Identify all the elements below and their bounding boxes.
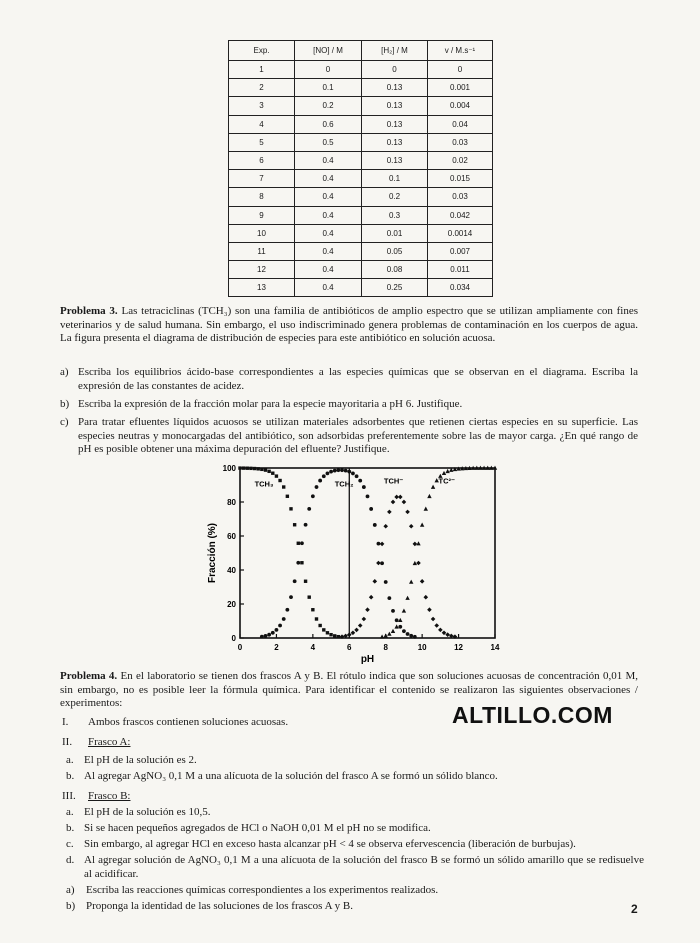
table-row [229, 279, 493, 297]
data-point [329, 470, 333, 474]
page-number: 2 [631, 902, 638, 916]
data-point [387, 596, 391, 600]
list-label: a) [66, 884, 75, 896]
data-point [383, 524, 388, 529]
data-point [384, 580, 388, 584]
list-label: b. [66, 822, 75, 834]
data-point [300, 541, 304, 545]
data-point [369, 507, 373, 511]
table-header-cell: [NO] / M [295, 41, 362, 61]
x-tick-label: 4 [310, 643, 316, 652]
data-point [344, 469, 348, 473]
table-cell: 0.05 [362, 242, 428, 260]
data-point [311, 608, 314, 611]
table-cell: 0.1 [362, 170, 428, 188]
data-point [297, 542, 300, 545]
data-point [369, 595, 374, 600]
data-point [391, 629, 395, 633]
table-row [229, 79, 493, 97]
table-cell: 0.6 [295, 115, 362, 133]
data-point [326, 631, 329, 634]
species-tch3-series [238, 466, 340, 638]
y-tick-label: 20 [227, 600, 236, 609]
data-point [409, 524, 414, 529]
data-point [351, 630, 356, 635]
list-label: c. [66, 838, 74, 850]
data-point [402, 608, 406, 612]
table-row [229, 151, 493, 169]
data-point [315, 617, 318, 620]
data-point [438, 628, 443, 633]
data-point [398, 625, 402, 629]
table-cell: 0.4 [295, 261, 362, 279]
problem4-item: El pH de la solución es 2. [84, 754, 197, 766]
y-tick-label: 60 [227, 532, 236, 541]
data-point [362, 485, 366, 489]
table-cell: 0.03 [428, 133, 493, 151]
x-axis-label: pH [360, 654, 375, 665]
list-label: a. [66, 754, 74, 766]
data-point [442, 471, 446, 475]
problem4-item: Proponga la identidad de las soluciones de los frascos A y B. [86, 900, 354, 912]
list-label: b. [66, 770, 75, 782]
table-cell: 0 [362, 61, 428, 79]
data-point [431, 617, 436, 622]
problem4-item: Al agregar solución de AgNO₃ 0,1 M a una alícuota de la solución del frasco B se formó un sólido amarillo que se redisuelve al acidificar. [84, 854, 644, 880]
data-point [289, 507, 292, 510]
series-label: TC²⁻ [438, 476, 456, 486]
data-point [307, 507, 311, 511]
table-cell: 0.3 [362, 206, 428, 224]
y-axis-label: Fracción (%) [207, 522, 218, 584]
data-point [322, 474, 326, 478]
series-label: TCH⁻ [383, 476, 404, 486]
table-cell: 11 [229, 242, 295, 260]
table-header-row [229, 41, 493, 61]
table-cell: 0.015 [428, 170, 493, 188]
table-cell: 0.13 [362, 79, 428, 97]
table-cell: 0.4 [295, 151, 362, 169]
data-point [365, 607, 370, 612]
data-point [409, 580, 413, 584]
altillo-watermark: ALTILLO.COM [452, 702, 613, 728]
table-row [229, 242, 493, 260]
data-point [311, 494, 315, 498]
problem4-title: Problema 4. [60, 670, 118, 682]
problem4-item: El pH de la solución es 10,5. [84, 806, 211, 818]
data-point [300, 561, 303, 564]
table-cell: 0.13 [362, 151, 428, 169]
table-header-cell: v / M.s⁻¹ [428, 41, 493, 61]
data-point [402, 629, 406, 633]
table-cell: 13 [229, 279, 295, 297]
species-tch--series [340, 495, 458, 639]
data-point [358, 479, 362, 483]
data-point [351, 472, 355, 476]
data-point [358, 623, 363, 628]
data-point [394, 624, 398, 628]
table-cell: 0.1 [295, 79, 362, 97]
list-label: d. [66, 854, 75, 866]
table-cell: 12 [229, 261, 295, 279]
table-row [229, 224, 493, 242]
table-cell: 0.0014 [428, 224, 493, 242]
data-point [267, 633, 271, 637]
table-row [229, 261, 493, 279]
y-tick-label: 0 [231, 634, 236, 643]
table-cell: 8 [229, 188, 295, 206]
table-cell: 0.25 [362, 279, 428, 297]
data-point [296, 561, 300, 565]
series-label: TCH₃ [254, 479, 274, 489]
table-header-cell: Exp. [229, 41, 295, 61]
data-point [387, 632, 391, 636]
problem3-title: Problema 3. [60, 305, 118, 317]
problem4-item: Sin embargo, al agregar HCl en exceso hasta alcanzar pH < 4 se observa efervescencia (liberación de burbujas). [84, 838, 576, 850]
data-point [285, 608, 289, 612]
chart-plot-frame [240, 468, 495, 638]
data-point [318, 624, 321, 627]
data-point [340, 468, 344, 472]
data-point [278, 479, 281, 482]
problem4-item: Escriba las reacciones químicas correspondientes a los experimentos realizados. [86, 884, 439, 896]
data-point [362, 617, 367, 622]
x-tick-label: 2 [274, 643, 279, 652]
table-cell: 9 [229, 206, 295, 224]
data-point [275, 628, 279, 632]
data-point [329, 633, 332, 636]
problem3-intro-text: Las tetraciclinas (TCH₃) son una familia de antibióticos de amplio espectro que se utilizan ampliamente con fines veterinarios y de salud humana. Sin embargo, el uso indiscriminado genera problemas de contaminación en los cuerpos de agua. La figura presenta el diagrama de distribución de especies para este antibiótico en solución acuosa. [60, 305, 639, 344]
data-point [308, 595, 311, 598]
data-point [293, 523, 296, 526]
problem4-item: Si se hacen pequeños agregados de HCl o NaOH 0,01 M el pH no se modifica. [84, 822, 431, 834]
y-tick-label: 80 [227, 498, 236, 507]
data-point [420, 523, 424, 527]
species-distribution-chart [200, 460, 510, 670]
table-cell: 0.4 [295, 224, 362, 242]
table-cell: 0.007 [428, 242, 493, 260]
problem4-heading-frasco-a: Frasco A: [88, 736, 131, 748]
data-point [413, 542, 418, 547]
data-point [376, 561, 381, 566]
data-point [318, 479, 322, 483]
data-point [275, 474, 278, 477]
table-cell: 0.4 [295, 188, 362, 206]
table-cell: 0.03 [428, 188, 493, 206]
problem4-item: Ambos frascos contienen soluciones acuosas. [88, 716, 289, 728]
data-point [333, 469, 337, 473]
table-cell: 0.011 [428, 261, 493, 279]
table-cell: 0.004 [428, 97, 493, 115]
table-row [229, 61, 493, 79]
table-cell: 0.2 [295, 97, 362, 115]
table-cell: 7 [229, 170, 295, 188]
data-point [398, 495, 403, 500]
data-point [445, 632, 450, 637]
table-cell: 4 [229, 115, 295, 133]
table-cell: 0.13 [362, 115, 428, 133]
table-cell: 0.13 [362, 133, 428, 151]
problem4-item: Al agregar AgNO₃ 0,1 M a una alícuota de la solución del frasco A se formó un sólido blanco. [84, 770, 498, 782]
data-point [293, 579, 297, 583]
data-point [336, 468, 340, 472]
table-cell: 0.04 [428, 115, 493, 133]
problem3-item-c: Para tratar efluentes líquidos acuosos se utilizan materiales adsorbentes que retienen ciertas especies en su superficie. Las especies neutras y monocargadas del antibiótico, son adsorbidas preferentemente sobre las de mayor carga. ¿En qué rango de pH es posible obtener una máxima depuración del efluente? Justifique. [78, 416, 638, 455]
table-cell: 1 [229, 61, 295, 79]
data-point [380, 561, 384, 565]
list-label: III. [62, 790, 76, 802]
table-cell: 0.5 [295, 133, 362, 151]
table-cell: 6 [229, 151, 295, 169]
table-row [229, 170, 493, 188]
table-cell: 0.13 [362, 97, 428, 115]
data-point [420, 579, 425, 584]
table-row [229, 115, 493, 133]
data-point [282, 485, 285, 488]
y-tick-label: 100 [222, 464, 236, 473]
data-point [264, 468, 267, 471]
data-point [402, 500, 407, 505]
table-cell: 0.02 [428, 151, 493, 169]
table-cell: 5 [229, 133, 295, 151]
data-point [282, 617, 286, 621]
table-cell: 0 [295, 61, 362, 79]
data-point [354, 628, 359, 633]
table-cell: 0.08 [362, 261, 428, 279]
table-row [229, 206, 493, 224]
list-label: b) [66, 900, 76, 912]
x-tick-label: 6 [347, 643, 352, 652]
data-point [391, 609, 395, 613]
data-point [423, 595, 428, 600]
x-tick-label: 14 [490, 643, 500, 652]
x-tick-label: 10 [417, 643, 427, 652]
table-cell: 0.034 [428, 279, 493, 297]
data-point [366, 494, 370, 498]
x-tick-label: 8 [383, 643, 388, 652]
table-cell: 0 [428, 61, 493, 79]
data-point [304, 580, 307, 583]
table-row [229, 97, 493, 115]
data-point [271, 472, 274, 475]
list-label: II. [62, 736, 73, 748]
x-tick-label: 12 [454, 643, 464, 652]
data-point [278, 624, 282, 628]
data-point [355, 474, 359, 478]
data-point [405, 596, 409, 600]
data-point [416, 541, 420, 545]
data-point [434, 623, 439, 628]
table-row [229, 133, 493, 151]
data-point [409, 634, 413, 638]
problem3-intro [60, 305, 638, 346]
data-point [289, 595, 293, 599]
data-point [304, 523, 308, 527]
data-point [398, 618, 402, 622]
list-label: b) [60, 398, 70, 410]
table-header-cell: [H₂] / M [362, 41, 428, 61]
table-cell: 0.4 [295, 206, 362, 224]
table-cell: 10 [229, 224, 295, 242]
data-point [377, 542, 381, 546]
list-label: a. [66, 806, 74, 818]
data-point [333, 634, 336, 637]
data-point [391, 500, 396, 505]
list-label: a) [60, 366, 69, 378]
x-tick-label: 0 [237, 643, 243, 652]
table-cell: 0.4 [295, 242, 362, 260]
table-cell: 0.01 [362, 224, 428, 242]
table-cell: 0.4 [295, 170, 362, 188]
data-point [431, 485, 435, 489]
table-cell: 3 [229, 97, 295, 115]
data-point [271, 631, 275, 635]
data-point [326, 472, 330, 476]
data-point [427, 494, 431, 498]
data-point [380, 542, 385, 547]
data-point [424, 507, 428, 511]
table-cell: 0.4 [295, 279, 362, 297]
table-cell: 0.001 [428, 79, 493, 97]
data-point [387, 510, 392, 515]
data-point [416, 561, 421, 566]
data-point [372, 579, 377, 584]
problem3-item-b: Escriba la expresión de la fracción molar para la especie mayoritaria a pH 6. Justifique. [78, 398, 463, 410]
data-point [427, 607, 432, 612]
kinetics-data-table [228, 40, 493, 297]
table-row [229, 188, 493, 206]
problem3-item-a: Escriba los equilibrios ácido-base correspondientes a las especies químicas que se observan en el diagrama. Escriba la expresión de las constantes de acidez. [78, 366, 638, 392]
data-point [322, 628, 325, 631]
table-cell: 0.042 [428, 206, 493, 224]
data-point [445, 469, 449, 473]
species-tc2--series [380, 466, 497, 639]
list-label: c) [60, 416, 69, 428]
problem4-heading-frasco-b: Frasco B: [88, 790, 131, 802]
data-point [395, 618, 399, 622]
data-point [267, 470, 270, 473]
problem4-intro-text: En el laboratorio se tienen dos frascos A y B. El rótulo indica que son soluciones acuosas de concentración 0,01 M, sin embargo, no es posible leer la fórmula química. Para identificar el contenido se realizaron las siguientes observaciones / experimentos: [60, 670, 639, 709]
series-label: TCH₂ [334, 479, 354, 489]
data-point [315, 485, 319, 489]
species-tch2-series [260, 468, 417, 638]
y-tick-label: 40 [227, 566, 236, 575]
data-point [406, 632, 410, 636]
list-label: I. [62, 716, 69, 728]
table-cell: 2 [229, 79, 295, 97]
data-point [442, 630, 447, 635]
data-point [286, 495, 289, 498]
table-cell: 0.2 [362, 188, 428, 206]
data-point [373, 523, 377, 527]
data-point [405, 510, 410, 515]
